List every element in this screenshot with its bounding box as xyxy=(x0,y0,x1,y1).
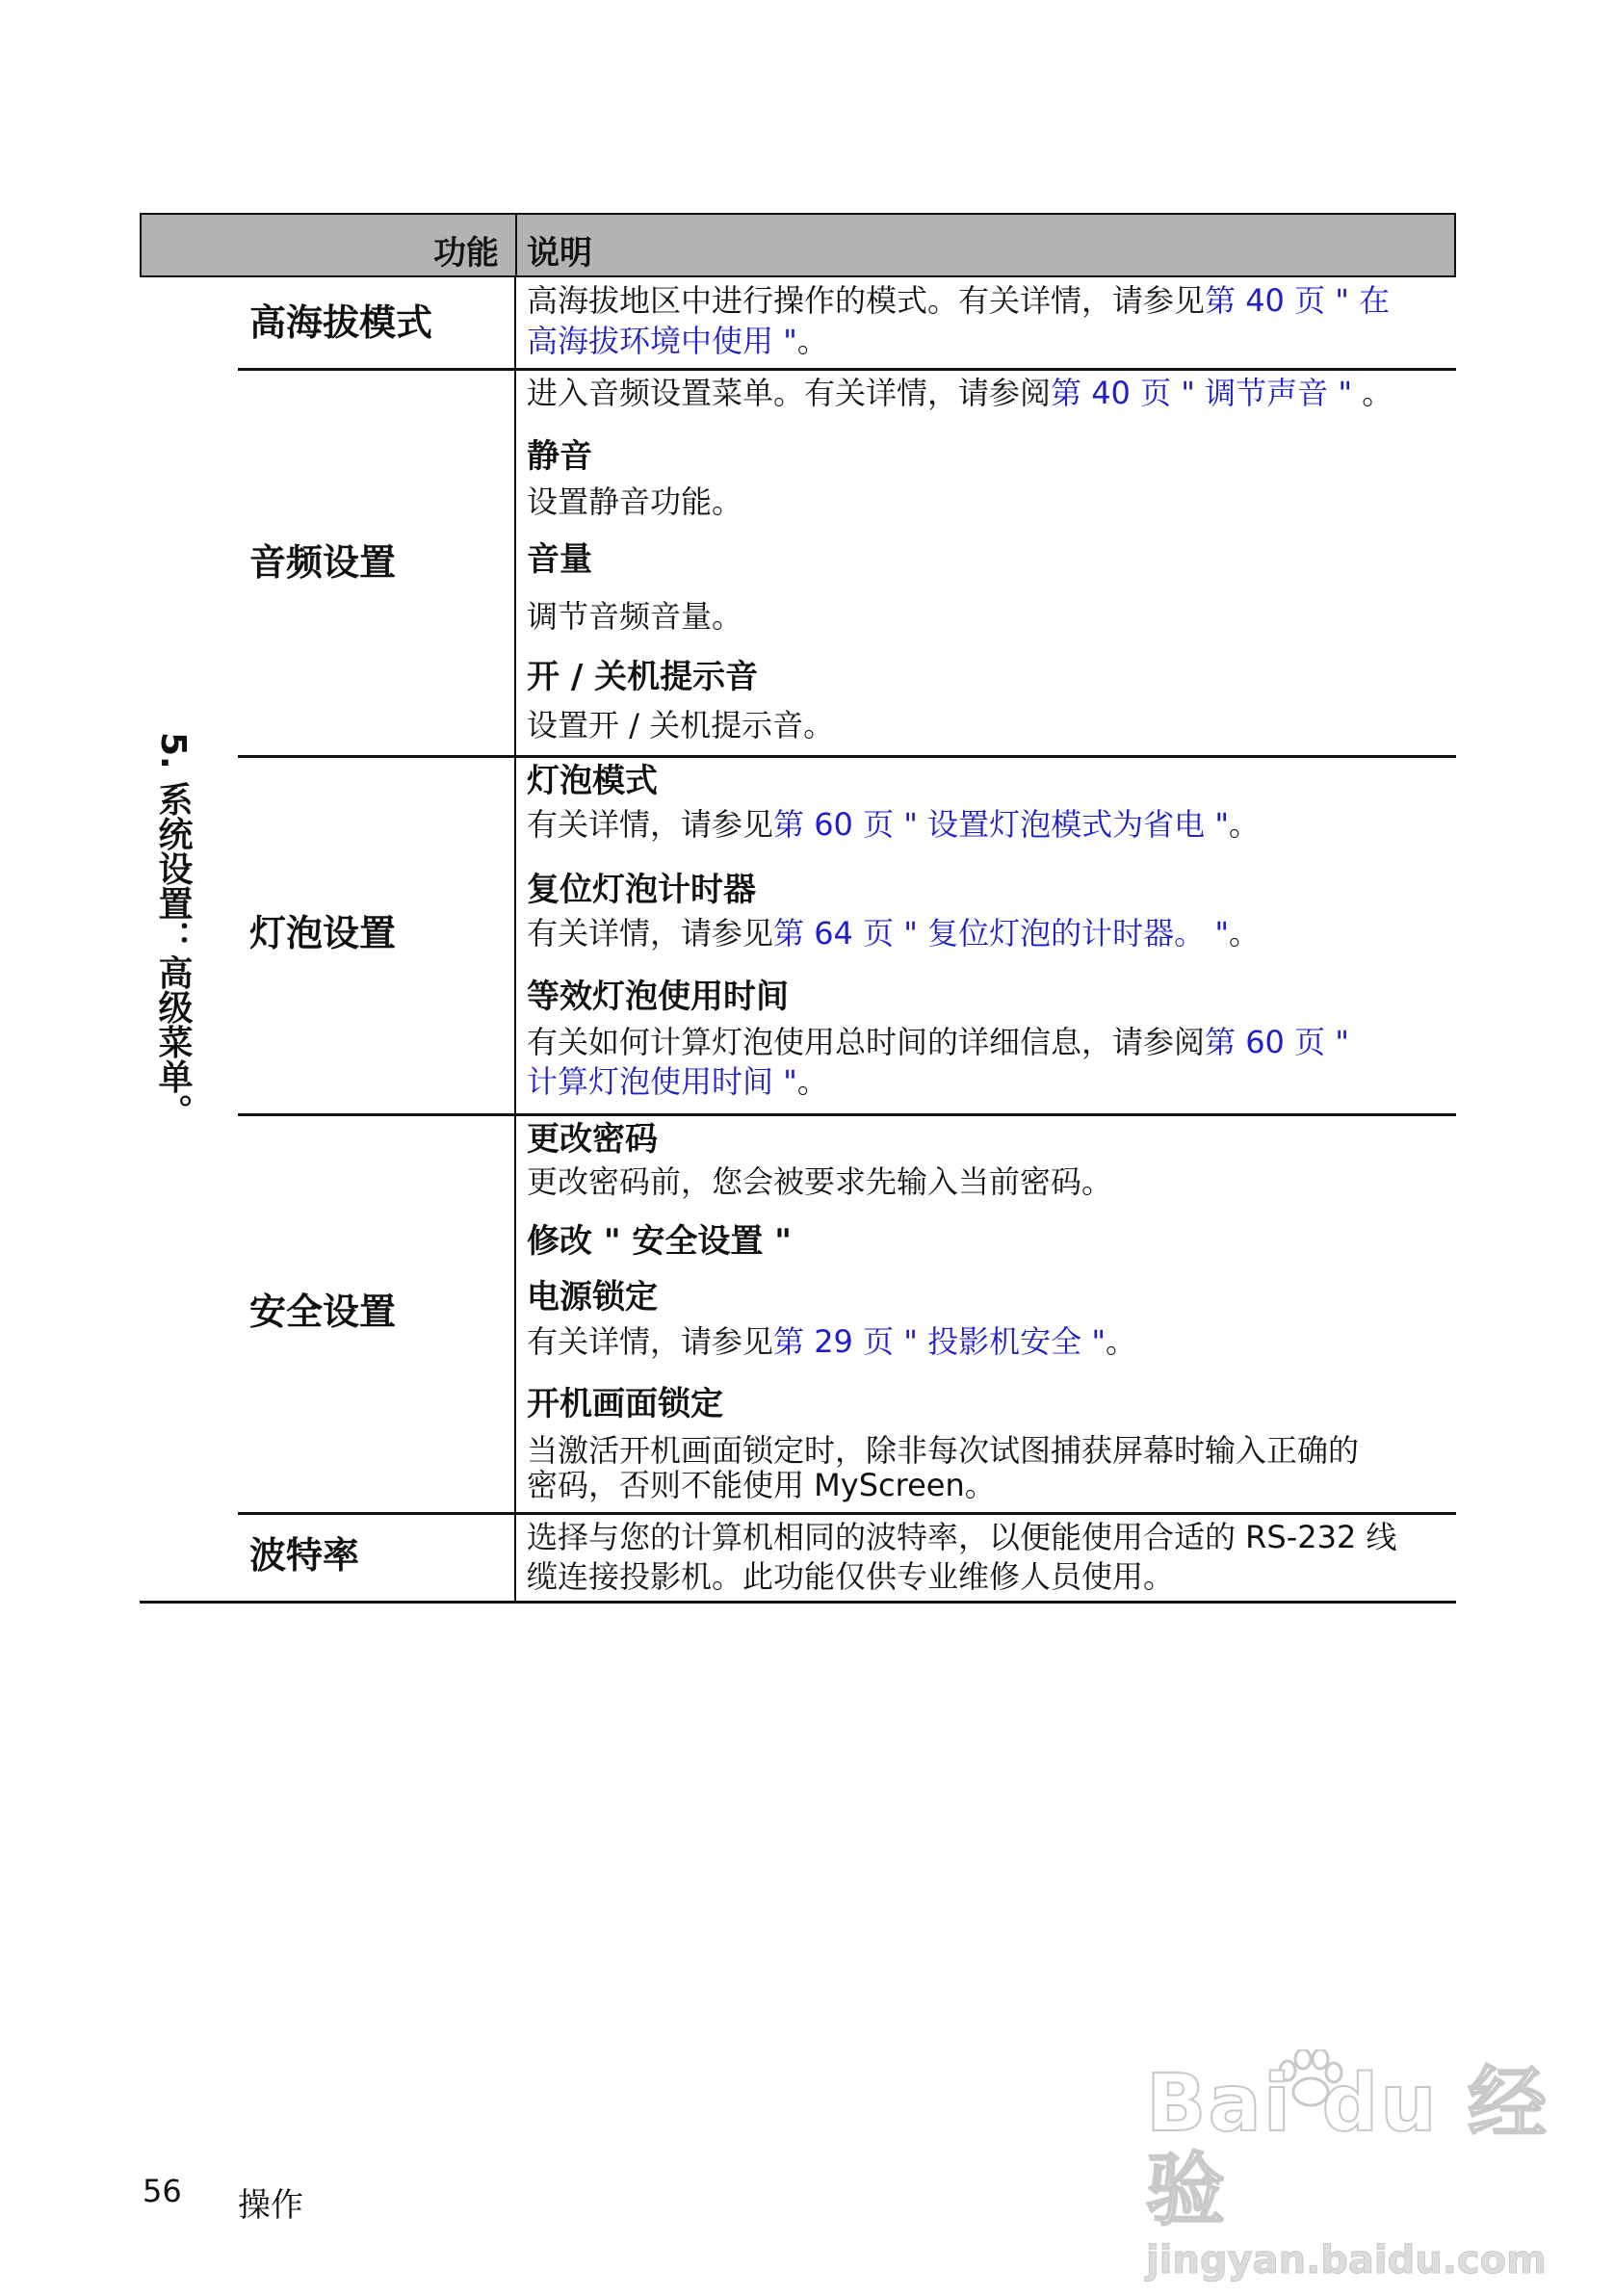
watermark-logo: Bai du 经验 xyxy=(1146,2058,1549,2236)
text-segment: 当激活开机画面锁定时，除非每次试图捕获屏幕时输入正确的 xyxy=(527,1432,1360,1469)
text-segment: 电源锁定 xyxy=(527,1278,658,1317)
page-reference-link[interactable]: 第 40 页 " 在 xyxy=(1205,282,1391,319)
option-heading xyxy=(527,658,758,696)
page-reference-link[interactable]: 第 40 页 " 调节声音 " xyxy=(1051,375,1353,411)
page-reference-link[interactable]: 第 64 页 " 复位灯泡的计时器。 " xyxy=(773,915,1230,952)
text-segment: 修改 " 安全设置 " xyxy=(527,1222,792,1261)
description-text xyxy=(527,1162,1112,1201)
description-text xyxy=(527,1557,1174,1596)
header-description: 说明 xyxy=(527,234,592,273)
row-divider xyxy=(238,1113,1456,1116)
table-header xyxy=(140,213,1456,277)
description-text xyxy=(527,914,1260,952)
function-label: 安全设置 xyxy=(249,1291,397,1333)
baidu-watermark xyxy=(1146,2058,1614,2283)
text-segment: 灯泡模式 xyxy=(527,762,658,800)
text-segment: 进入音频设置菜单。有关详情，请参阅 xyxy=(527,375,1052,411)
text-segment: 有关详情，请参见 xyxy=(527,1323,774,1360)
side-chapter-title: 5. 系统设置：高级菜单。 xyxy=(153,732,193,1129)
text-segment: 有关详情，请参见 xyxy=(527,806,774,843)
page-reference-link[interactable]: 第 29 页 " 投影机安全 " xyxy=(773,1323,1106,1360)
option-heading xyxy=(527,1385,723,1423)
row-divider xyxy=(238,1512,1456,1515)
description-text xyxy=(527,281,1390,320)
text-segment: 。 xyxy=(1352,375,1393,411)
text-segment: 更改密码 xyxy=(527,1120,658,1159)
text-segment: 有关详情，请参见 xyxy=(527,915,774,952)
header-function: 功能 xyxy=(433,234,499,273)
page-reference-link[interactable]: 第 60 页 " 设置灯泡模式为省电 " xyxy=(773,806,1230,843)
page-number: 56 xyxy=(143,2173,182,2209)
text-segment: 开 / 关机提示音 xyxy=(527,658,759,696)
description-text xyxy=(527,805,1260,844)
text-segment: 有关如何计算灯泡使用总时间的详细信息，请参阅 xyxy=(527,1024,1206,1060)
option-heading xyxy=(527,978,789,1016)
option-heading xyxy=(527,1120,658,1159)
text-segment: 。 xyxy=(1106,1323,1137,1360)
page-reference-link[interactable]: 高海拔环境中使用 " xyxy=(527,323,797,359)
text-segment: 开机画面锁定 xyxy=(527,1385,723,1423)
option-heading xyxy=(527,1278,658,1317)
text-segment: 缆连接投影机。此功能仅供专业维修人员使用。 xyxy=(527,1558,1175,1595)
text-segment: 高海拔地区中进行操作的模式。有关详情，请参见 xyxy=(527,282,1206,319)
row-divider xyxy=(238,368,1456,371)
text-segment: 等效灯泡使用时间 xyxy=(527,978,789,1016)
description-text xyxy=(527,322,828,360)
text-segment: 设置静音功能。 xyxy=(527,483,743,520)
function-label: 波特率 xyxy=(249,1534,360,1577)
watermark-url: jingyan.baidu.com xyxy=(1146,2238,1547,2283)
text-segment: 调节音频音量。 xyxy=(527,598,743,635)
option-heading xyxy=(527,540,592,579)
header-divider xyxy=(515,215,517,275)
option-heading xyxy=(527,1222,792,1261)
text-segment: 静音 xyxy=(527,437,592,476)
description-text xyxy=(527,1431,1359,1470)
description-text xyxy=(527,1466,996,1504)
description-text xyxy=(527,374,1393,412)
text-segment: 。 xyxy=(796,1063,828,1100)
function-label: 灯泡设置 xyxy=(249,912,397,954)
text-segment: 。 xyxy=(796,323,828,359)
text-segment: 。 xyxy=(1229,806,1261,843)
description-text xyxy=(527,1518,1397,1556)
text-segment: 更改密码前，您会被要求先输入当前密码。 xyxy=(527,1163,1113,1200)
page-reference-link[interactable]: 第 60 页 " xyxy=(1205,1024,1349,1060)
column-divider xyxy=(514,277,516,1602)
text-segment: 。 xyxy=(1229,915,1261,952)
text-segment: 密码，否则不能使用 MyScreen。 xyxy=(527,1467,996,1503)
option-heading xyxy=(527,437,592,476)
row-divider xyxy=(238,755,1456,758)
row-divider xyxy=(140,1601,1456,1604)
text-segment: 选择与您的计算机相同的波特率，以便能使用合适的 RS-232 线 xyxy=(527,1519,1397,1555)
option-heading xyxy=(527,871,756,909)
description-text xyxy=(527,1023,1349,1061)
text-segment: 复位灯泡计时器 xyxy=(527,871,756,909)
description-text xyxy=(527,483,742,521)
function-label: 高海拔模式 xyxy=(249,301,433,344)
description-text xyxy=(527,1062,828,1101)
text-segment: 音量 xyxy=(527,540,592,579)
page-reference-link[interactable]: 计算灯泡使用时间 " xyxy=(527,1063,797,1100)
option-heading xyxy=(527,762,658,800)
section-name: 操作 xyxy=(238,2186,303,2225)
description-text xyxy=(527,1322,1136,1361)
description-text xyxy=(527,597,742,636)
description-text xyxy=(527,706,834,744)
function-label: 音频设置 xyxy=(249,541,397,584)
text-segment: 设置开 / 关机提示音。 xyxy=(527,707,835,744)
